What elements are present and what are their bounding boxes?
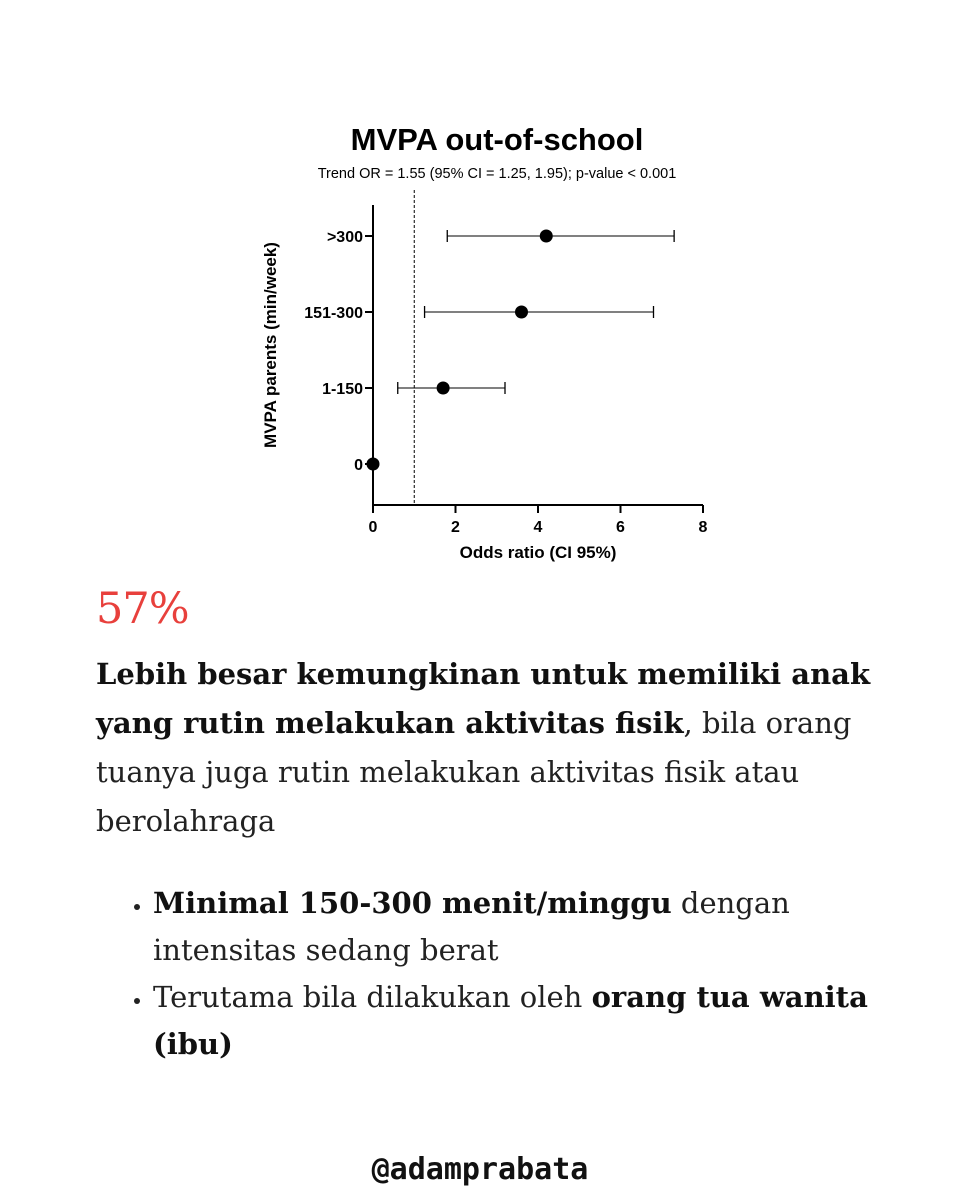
bullet-bold: orang tua wanita (ibu) (153, 980, 868, 1061)
odds-ratio-point (515, 306, 528, 319)
y-tick-label: >300 (326, 229, 363, 246)
bullet-bold: Minimal 150-300 menit/minggu (153, 886, 672, 920)
y-tick-label: 151-300 (304, 305, 363, 322)
author-handle: @adamprabata (371, 1152, 589, 1187)
y-tick-label: 1-150 (322, 381, 363, 398)
list-item (153, 974, 913, 1068)
bullet-rest: dengan intensitas sedang berat (153, 886, 790, 967)
forest-plot (0, 0, 960, 580)
bullet-pre: Terutama bila dilakukan oleh (153, 980, 592, 1014)
x-tick-label: 8 (698, 519, 708, 536)
x-tick-label: 2 (451, 519, 460, 536)
chart-subtitle: Trend OR = 1.55 (95% CI = 1.25, 1.95); p-value < 0.001 (317, 166, 677, 182)
bullet-list (96, 880, 913, 1068)
odds-ratio-point (367, 458, 380, 471)
odds-ratio-point (540, 230, 553, 243)
x-tick-label: 4 (533, 519, 543, 536)
y-axis-label: MVPA parents (min/week) (261, 242, 280, 448)
lead-paragraph (96, 650, 876, 846)
y-tick-label: 0 (354, 457, 363, 474)
lead-rest: , bila orang tuanya juga rutin melakukan aktivitas fisik atau berolahraga (96, 706, 852, 838)
plot-area (304, 190, 707, 536)
x-tick-label: 6 (616, 519, 625, 536)
lead-bold: Lebih besar kemungkinan untuk memiliki anak yang rutin melakukan aktivitas fisik (96, 657, 871, 740)
headline-stat: 57% (96, 584, 189, 634)
x-axis-label: Odds ratio (CI 95%) (459, 543, 617, 562)
chart-title: MVPA out-of-school (350, 122, 644, 157)
x-tick-label: 0 (368, 519, 378, 536)
odds-ratio-point (437, 382, 450, 395)
list-item (153, 880, 913, 974)
